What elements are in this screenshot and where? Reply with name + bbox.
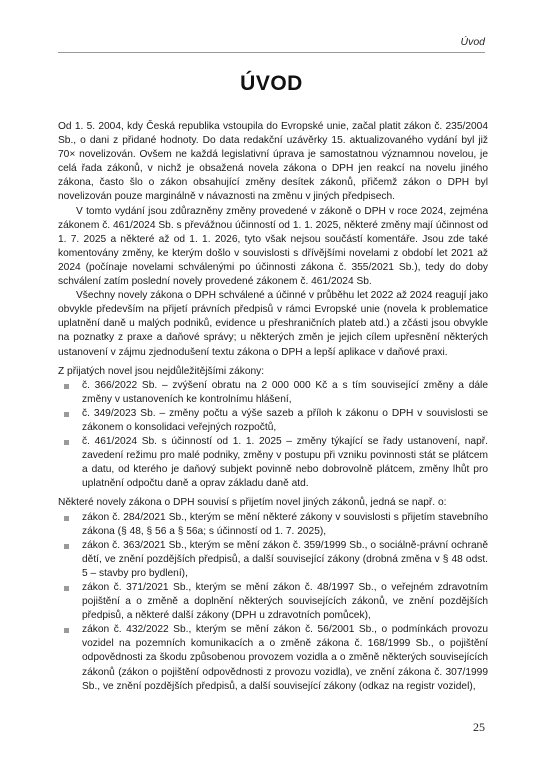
list-item-text: č. 366/2022 Sb. – zvýšení obratu na 2 000 000 Kč a s tím související změny a dále změny v ustanoveních ke kontrolnímu hlášení,	[82, 379, 488, 405]
list-item-text: zákon č. 432/2022 Sb., kterým se mění zákon č. 56/2001 Sb., o podmínkách provozu vozidel na pozemních komunikacích a o změně zákona č. 168/1999 Sb., o pojištění odpovědnosti za škodu způsobenou provozem vozidla a o změně některých souvisejících zákonů (zákon o pojištění odpovědnosti z provozu vozidla), ve znění zákona č. 307/1999 Sb., ve znění pozdějších předpisů, a další související zákony (odkaz na registr vozidel),	[82, 624, 488, 692]
bullet-icon	[64, 544, 69, 549]
list-1-intro: Z přijatých novel jsou nejdůležitějšími zákony:	[58, 365, 265, 377]
list-item-text: č. 461/2024 Sb. s účinností od 1. 1. 2025 – změny týkající se řady ustanovení, např. zavedení režimu pro malé podniky, změny v postupu při vzniku povinnosti stát se plátcem a datu, od kterého je daňový subjekt povinně nebo dobrovolně plátcem, změny lhůt pro uplatnění odpočtu daně a oprav základu daně atd.	[82, 436, 488, 490]
bullet-icon	[64, 384, 69, 389]
list-item	[58, 435, 488, 491]
list-1	[58, 379, 488, 492]
header-rule	[58, 52, 485, 53]
chapter-title: ÚVOD	[240, 72, 303, 95]
paragraph-1: Od 1. 5. 2004, kdy Česká republika vstoupila do Evropské unie, začal platit zákon č. 235/2004 Sb., o dani z přidané hodnoty. Do data redakční uzávěrky 15. aktualizovaného vydání byl již 70× novelizován. Ovšem ne každá legislativní úprava je samostatnou významnou novelou, je celá řada zákonů, v nichž je obsažená novela zákona o DPH jen reakcí na novelu jiného zákona, často šlo o zákon obsahující změny desítek zákonů, přičemž zákon o DPH byl novelizován pouze marginálně v návaznosti na změnu v jiných předpisech.	[58, 121, 488, 203]
page-number: 25	[473, 720, 485, 734]
list-2	[58, 511, 488, 694]
body-text	[58, 120, 488, 694]
list-item-text: zákon č. 284/2021 Sb., kterým se mění některé zákony v souvislosti s přijetím stavebního zákona (§ 48, § 56 a § 56a; s účinností od 1. 7. 2025),	[82, 511, 488, 537]
list-item	[58, 407, 488, 435]
bullet-icon	[64, 516, 69, 521]
bullet-icon	[64, 586, 69, 591]
list-item-text: zákon č. 363/2021 Sb., kterým se mění zákon č. 359/1999 Sb., o sociálně-právní ochraně dětí, ve znění pozdějších předpisů, a další související zákony (drobná změna v § 48 odst. 5 – stavby pro bydlení),	[82, 539, 488, 579]
list-item	[58, 379, 488, 407]
list-item	[58, 511, 488, 539]
paragraph-3: Všechny novely zákona o DPH schválené a účinné v průběhu let 2022 až 2024 reagují jako obvykle především na přijetí právních předpisů v rámci Evropské unie (novela k problematice uplatnění daně u malých podniků, evidence u přeshraničních plateb atd.) a zčásti jsou obvykle na poznatky z praxe a daňové správy; u některých změn je jejich cílem upřesnění některých ustanovení v zájmu zjednodušení textu zákona o DPH a lepší aplikace v daňové praxi.	[58, 290, 488, 358]
bullet-icon	[64, 628, 69, 633]
paragraph-2: V tomto vydání jsou zdůrazněny změny provedené v zákoně o DPH v roce 2024, zejména zákonem č. 461/2024 Sb. s převážnou účinností od 1. 1. 2025, některé změny mají účinnost od 1. 7. 2025 a některé až od 1. 1. 2026, tyto však nejsou součástí komentáře. Jsou zde také komentovány změny, ke kterým došlo v souvislosti s dřívějšími novelami z období let 2021 až 2024 (počínaje novelami schválenými po účinnosti zákona č. 355/2021 Sb.), tedy do doby schválení zatím poslední novely provedené zákonem č. 461/2024 Sb.	[58, 205, 488, 288]
list-item-text: zákon č. 371/2021 Sb., kterým se mění zákon č. 48/1997 Sb., o veřejném zdravotním pojištění a o změně a doplnění některých souvisejících zákonů, ve znění pozdějších předpisů, a některé další zákony (DPH u zdravotních pomůcek),	[82, 582, 488, 622]
list-item	[58, 581, 488, 623]
bullet-icon	[64, 440, 69, 445]
list-item	[58, 623, 488, 693]
list-item-text: č. 349/2023 Sb. – změny počtu a výše sazeb a příloh k zákonu o DPH v souvislosti se zákonem o konsolidaci veřejných rozpočtů,	[82, 407, 488, 433]
running-header: Úvod	[460, 36, 485, 48]
bullet-icon	[64, 412, 69, 417]
list-2-intro: Některé novely zákona o DPH souvisí s přijetím novel jiných zákonů, jedná se např. o:	[58, 497, 447, 509]
list-item	[58, 539, 488, 581]
